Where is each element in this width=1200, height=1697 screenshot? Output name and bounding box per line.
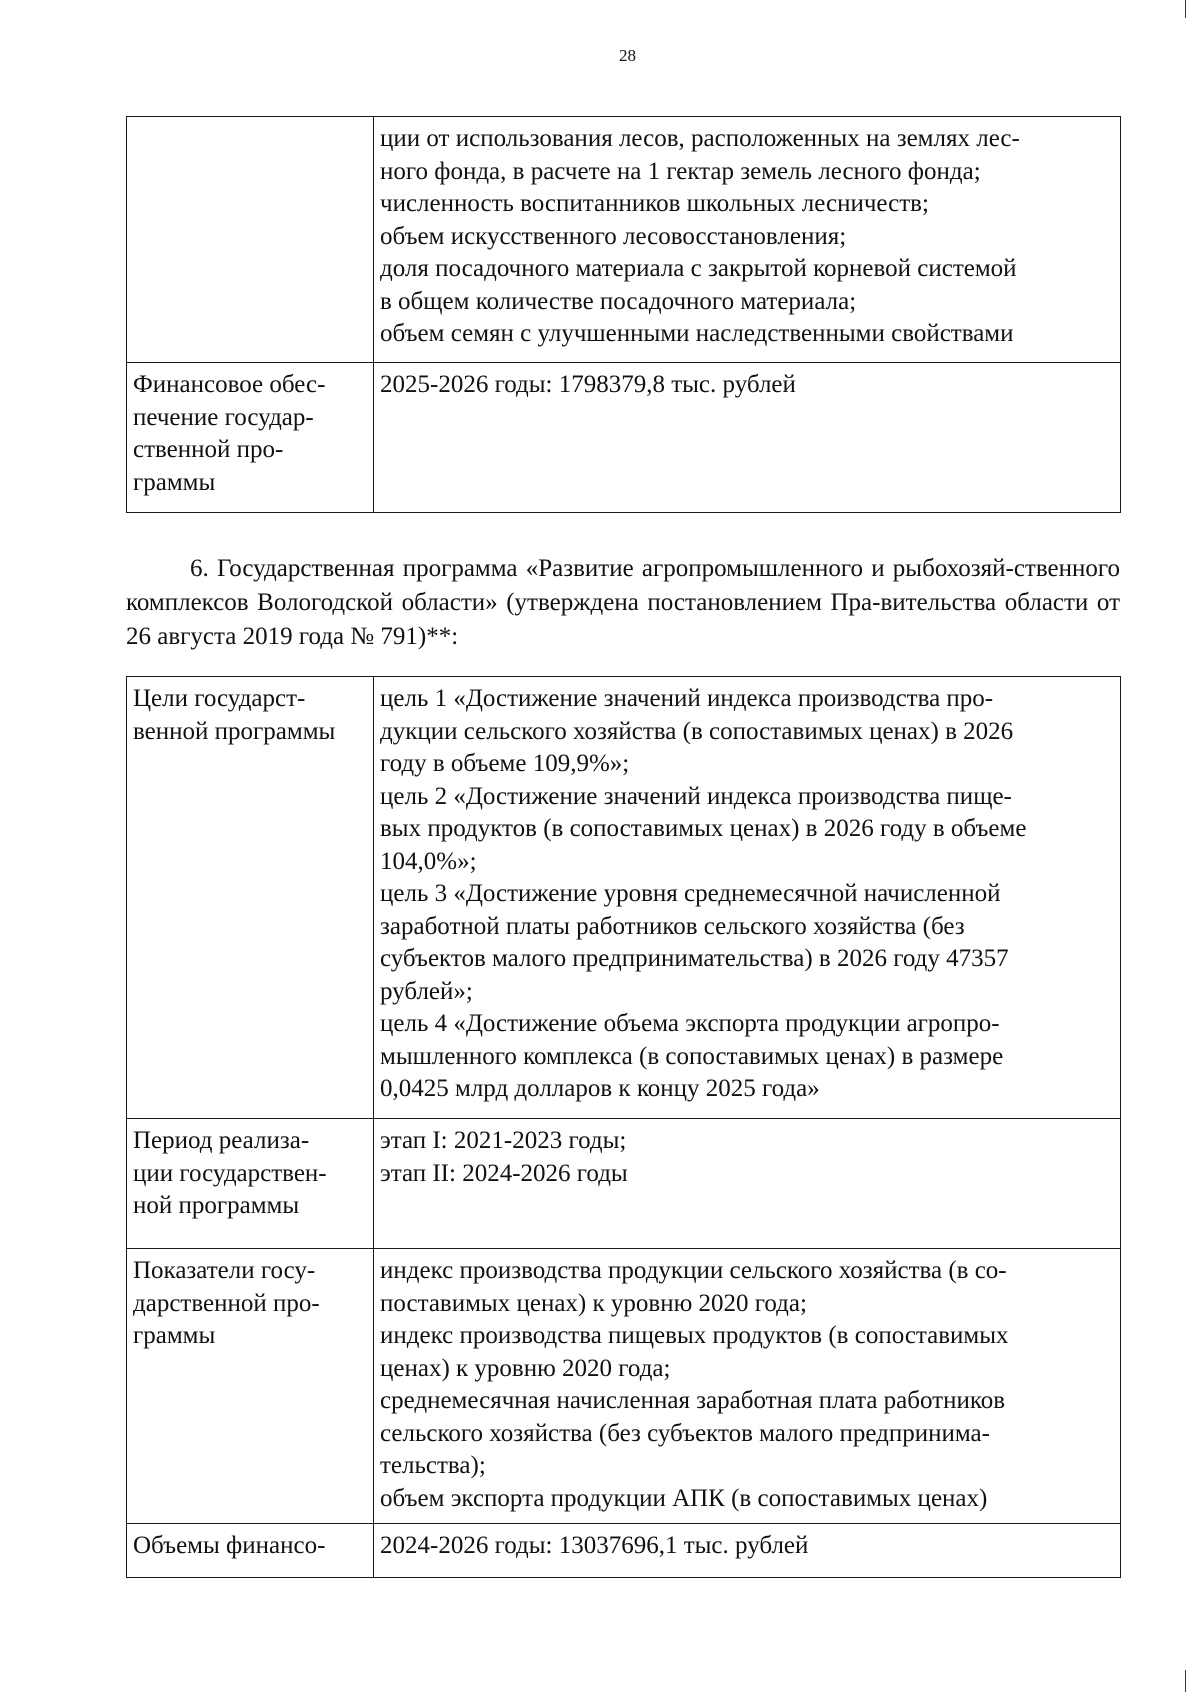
row-label: Финансовое обес- печение государ- ственной про- граммы — [127, 363, 374, 513]
page-number: 28 — [619, 46, 636, 65]
table-row — [127, 1524, 1121, 1578]
table-row — [127, 1249, 1121, 1524]
row-content: 2024-2026 годы: 13037696,1 тыс. рублей — [374, 1524, 1121, 1578]
row-content: ции от использования лесов, расположенных на землях лес- ного фонда, в расчете на 1 гектар земель лесного фонда; численность воспитанников школьных лесничеств; объем искусственного лесовосстановления; доля посадочного материала с закрытой корневой системой в общем количестве посадочного материала; объем семян с улучшенными наследственными свойствами — [374, 117, 1121, 363]
row-content: цель 1 «Достижение значений индекса производства про- дукции сельского хозяйства (в сопоставимых ценах) в 2026 году в объеме 109,9%»; цель 2 «Достижение значений индекса производства пище- вых продуктов (в сопоставимых ценах) в 2026 году в объеме 104,0%»; цель 3 «Достижение уровня среднемесячной начисленной заработной платы работников сельского хозяйства (без субъектов малого предпринимательства) в 2026 году 47357 рублей»; цель 4 «Достижение объема экспорта продукции агропро- мышленного комплекса (в сопоставимых ценах) в размере 0,0425 млрд долларов к концу 2025 года» — [374, 677, 1121, 1119]
row-content: 2025-2026 годы: 1798379,8 тыс. рублей — [374, 363, 1121, 513]
table-row — [127, 677, 1121, 1119]
row-label: Показатели госу- дарственной про- граммы — [127, 1249, 374, 1524]
table-row — [127, 117, 1121, 363]
program-passport-table-continued — [126, 116, 1121, 513]
row-label: Период реализа- ции государствен- ной программы — [127, 1119, 374, 1249]
table-row — [127, 363, 1121, 513]
scan-edge-mark-top — [1185, 0, 1187, 18]
scan-edge-mark-bottom — [1185, 1670, 1187, 1692]
program-heading-paragraph: 6. Государственная программа «Развитие агропромышленного и рыбохозяй-ственного комплексов Вологодской области» (утверждена постановлением Пра-вительства области от 26 августа 2019 года № 791)**: — [126, 555, 1120, 650]
row-content: этап I: 2021-2023 годы; этап II: 2024-2026 годы — [374, 1119, 1121, 1249]
row-label — [127, 117, 374, 363]
table-row — [127, 1119, 1121, 1249]
program-passport-table — [126, 676, 1121, 1578]
row-label: Объемы финансо- — [127, 1524, 374, 1578]
row-content: индекс производства продукции сельского хозяйства (в со- поставимых ценах) к уровню 2020 года; индекс производства пищевых продуктов (в сопоставимых ценах) к уровню 2020 года; среднемесячная начисленная заработная плата работников сельского хозяйства (без субъектов малого предпринима- тельства); объем экспорта продукции АПК (в сопоставимых ценах) — [374, 1249, 1121, 1524]
row-label: Цели государст- венной программы — [127, 677, 374, 1119]
